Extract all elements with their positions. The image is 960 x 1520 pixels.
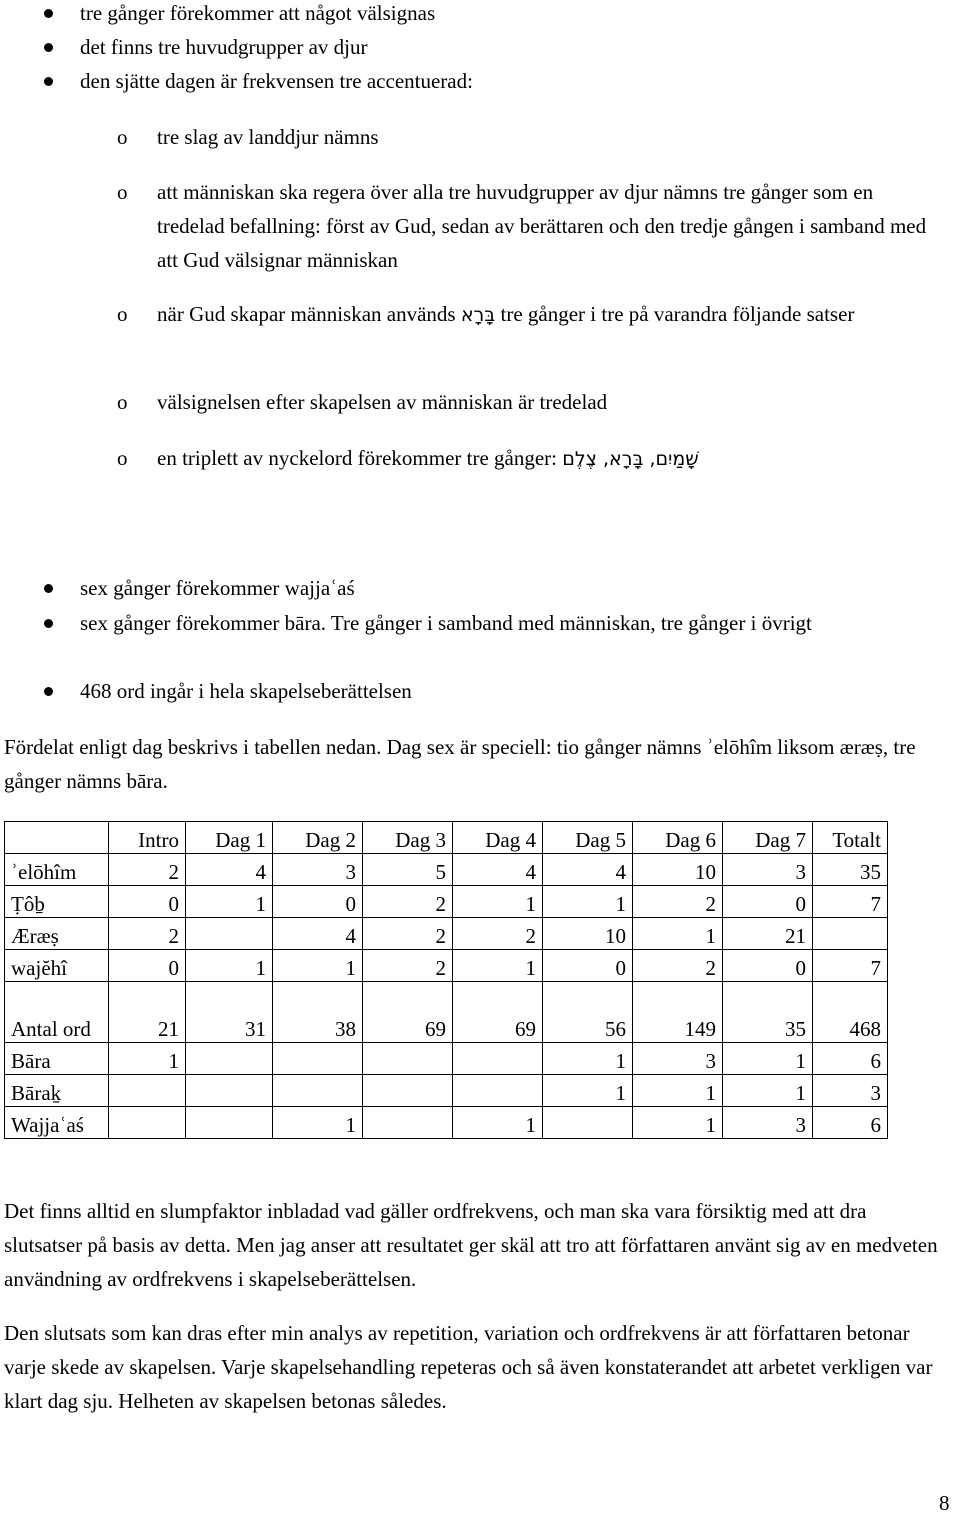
- table-cell: 0: [273, 886, 363, 918]
- sub-item-text-pre: en triplett av nyckelord förekommer tre gånger:: [157, 446, 558, 470]
- bullet-dot: [44, 77, 53, 86]
- table-row: [5, 1107, 888, 1139]
- table-cell: 2: [109, 918, 186, 950]
- bullet-dot: [44, 9, 53, 18]
- bullet-text: sex gånger förekommer bāra. Tre gånger i samband med människan, tre gånger i övrigt: [80, 611, 812, 635]
- table-cell: 2: [363, 950, 453, 982]
- table-cell: 1: [543, 1075, 633, 1107]
- table-cell: 1: [186, 886, 273, 918]
- table-cell: [186, 1075, 273, 1107]
- table-cell: 1: [723, 1075, 813, 1107]
- table-cell: 2: [633, 886, 723, 918]
- table-cell: 69: [363, 982, 453, 1043]
- table-cell: 56: [543, 982, 633, 1043]
- table-row-label: Bāra: [5, 1043, 109, 1075]
- table-cell: [273, 1043, 363, 1075]
- table-cell: 38: [273, 982, 363, 1043]
- table-cell: 1: [633, 1107, 723, 1139]
- table-cell: [363, 1107, 453, 1139]
- bullet-text: 468 ord ingår i hela skapelseberättelsen: [80, 679, 412, 703]
- sub-marker: o: [117, 302, 128, 326]
- closing-paragraph: Den slutsats som kan dras efter min analys av repetition, variation och ordfrekvens är att författaren betonar varje skede av skapelsen. Varje skapelsehandling repeteras och så även konstaterandet att arbetet verkligen var klart dag sju. Helheten av skapelsen betonas således.: [4, 1321, 933, 1413]
- table-header-cell: Dag 6: [633, 822, 723, 854]
- table-cell: [109, 1075, 186, 1107]
- table-cell: 3: [723, 1107, 813, 1139]
- table-header-cell: Intro: [109, 822, 186, 854]
- table-row: [5, 982, 888, 1043]
- sub-marker: o: [117, 180, 128, 204]
- table-row: [5, 918, 888, 950]
- sub-marker: o: [117, 390, 128, 414]
- table-header-cell: Dag 5: [543, 822, 633, 854]
- bullet-dot: [44, 43, 53, 52]
- hebrew-word: בָּרָא: [460, 304, 496, 326]
- table-cell: 7: [813, 886, 888, 918]
- table-row: [5, 950, 888, 982]
- table-row-label: Antal ord: [5, 982, 109, 1043]
- table-cell: 3: [813, 1075, 888, 1107]
- table-cell: 1: [633, 1075, 723, 1107]
- table-cell: 1: [186, 950, 273, 982]
- table-cell: 4: [186, 854, 273, 886]
- closing-paragraph: Det finns alltid en slumpfaktor inbladad vad gäller ordfrekvens, och man ska vara försiktig med att dra slutsatser på basis av detta. Men jag anser att resultatet ger skäl att tro att författaren använt sig av en medveten användning av ordfrekvens i skapelseberättelsen.: [4, 1199, 938, 1291]
- table-cell: 5: [363, 854, 453, 886]
- bullet-text: det finns tre huvudgrupper av djur: [80, 35, 368, 59]
- table-header-cell: [5, 822, 109, 854]
- table-cell: 468: [813, 982, 888, 1043]
- table-row: [5, 1075, 888, 1107]
- bullet-dot: [44, 687, 53, 696]
- table-row: [5, 854, 888, 886]
- table-cell: 149: [633, 982, 723, 1043]
- table-row-label: Wajjaʿaś: [5, 1107, 109, 1139]
- sub-marker: o: [117, 446, 128, 470]
- page-number: 8: [939, 1491, 950, 1515]
- table-cell: 21: [723, 918, 813, 950]
- table-cell: 10: [543, 918, 633, 950]
- table-cell: [109, 1107, 186, 1139]
- sub-item-text: att människan ska regera över alla tre huvudgrupper av djur nämns tre gånger som en tredelad befallning: först av Gud, sedan av berättaren och den tredje gången i samband med att Gud välsignar människan: [157, 180, 927, 272]
- table-cell: 3: [633, 1043, 723, 1075]
- table-row: [5, 886, 888, 918]
- table-header-cell: Dag 4: [453, 822, 543, 854]
- table-header-cell: Dag 2: [273, 822, 363, 854]
- sub-item-text-pre: när Gud skapar människan används: [157, 302, 456, 326]
- table-cell: 2: [109, 854, 186, 886]
- table-cell: 0: [543, 950, 633, 982]
- table-cell: 3: [273, 854, 363, 886]
- table-header-cell: Dag 3: [363, 822, 453, 854]
- hebrew-keywords: שָׁמַיִם, בָּרָא, צֶלֶם: [562, 448, 699, 470]
- sub-item-text: tre slag av landdjur nämns: [157, 125, 379, 149]
- table-cell: 35: [813, 854, 888, 886]
- sub-item-text-post: tre gånger i tre på varandra följande satser: [500, 302, 855, 326]
- table-cell: 1: [543, 886, 633, 918]
- table-row-label: Bāraḵ: [5, 1075, 109, 1107]
- table-cell: 1: [109, 1043, 186, 1075]
- table-cell: [186, 1107, 273, 1139]
- bullet-dot: [44, 584, 53, 593]
- table-header-cell: Totalt: [813, 822, 888, 854]
- table-cell: 4: [453, 854, 543, 886]
- table-cell: 6: [813, 1043, 888, 1075]
- table-row: [5, 1043, 888, 1075]
- table-cell: [453, 1075, 543, 1107]
- table-cell: 0: [723, 950, 813, 982]
- table-cell: 1: [723, 1043, 813, 1075]
- sub-marker: o: [117, 125, 128, 149]
- table-row-label: Ṭôḇ: [5, 886, 109, 918]
- bullet-dot: [44, 619, 53, 628]
- intro-paragraph: Fördelat enligt dag beskrivs i tabellen nedan. Dag sex är speciell: tio gånger nämns ʾelōhîm liksom æræṣ, tre gånger nämns bāra.: [4, 735, 916, 793]
- table-cell: 6: [813, 1107, 888, 1139]
- table-cell: 2: [633, 950, 723, 982]
- table-cell: [273, 1075, 363, 1107]
- table-row-label: Æræṣ: [5, 918, 109, 950]
- table-cell: 1: [453, 886, 543, 918]
- table-cell: 1: [453, 1107, 543, 1139]
- table-cell: 4: [273, 918, 363, 950]
- table-cell: 1: [543, 1043, 633, 1075]
- table-row-label: wajĕhî: [5, 950, 109, 982]
- table-cell: 1: [633, 918, 723, 950]
- table-cell: 1: [273, 950, 363, 982]
- sub-item-hebrew-line: [157, 297, 937, 332]
- table-cell: 2: [453, 918, 543, 950]
- table-header-cell: Dag 7: [723, 822, 813, 854]
- table-cell: 69: [453, 982, 543, 1043]
- table-cell: 1: [453, 950, 543, 982]
- table-cell: [543, 1107, 633, 1139]
- table-cell: 2: [363, 886, 453, 918]
- table-cell: 0: [109, 886, 186, 918]
- table-cell: 4: [543, 854, 633, 886]
- sub-item-hebrew-line: [157, 441, 699, 476]
- table-row-label: ʾelōhîm: [5, 854, 109, 886]
- bullet-text: sex gånger förekommer wajjaʿaś: [80, 576, 355, 600]
- table-cell: 21: [109, 982, 186, 1043]
- table-cell: 2: [363, 918, 453, 950]
- table-cell: 35: [723, 982, 813, 1043]
- table-cell: 0: [723, 886, 813, 918]
- table-cell: 3: [723, 854, 813, 886]
- table-cell: 31: [186, 982, 273, 1043]
- table-cell: 7: [813, 950, 888, 982]
- bullet-text: den sjätte dagen är frekvensen tre accentuerad:: [80, 69, 473, 93]
- table-header-row: [5, 822, 888, 854]
- table-cell: 10: [633, 854, 723, 886]
- table-cell: 0: [109, 950, 186, 982]
- table-cell: [186, 918, 273, 950]
- table-cell: [363, 1075, 453, 1107]
- table-cell: [186, 1043, 273, 1075]
- sub-item-text: välsignelsen efter skapelsen av människan är tredelad: [157, 390, 608, 414]
- table-cell: [363, 1043, 453, 1075]
- table-cell: [813, 918, 888, 950]
- table-header-cell: Dag 1: [186, 822, 273, 854]
- frequency-table: [4, 821, 888, 1139]
- bullet-text: tre gånger förekommer att något välsignas: [80, 1, 436, 25]
- table-cell: [453, 1043, 543, 1075]
- table-cell: 1: [273, 1107, 363, 1139]
